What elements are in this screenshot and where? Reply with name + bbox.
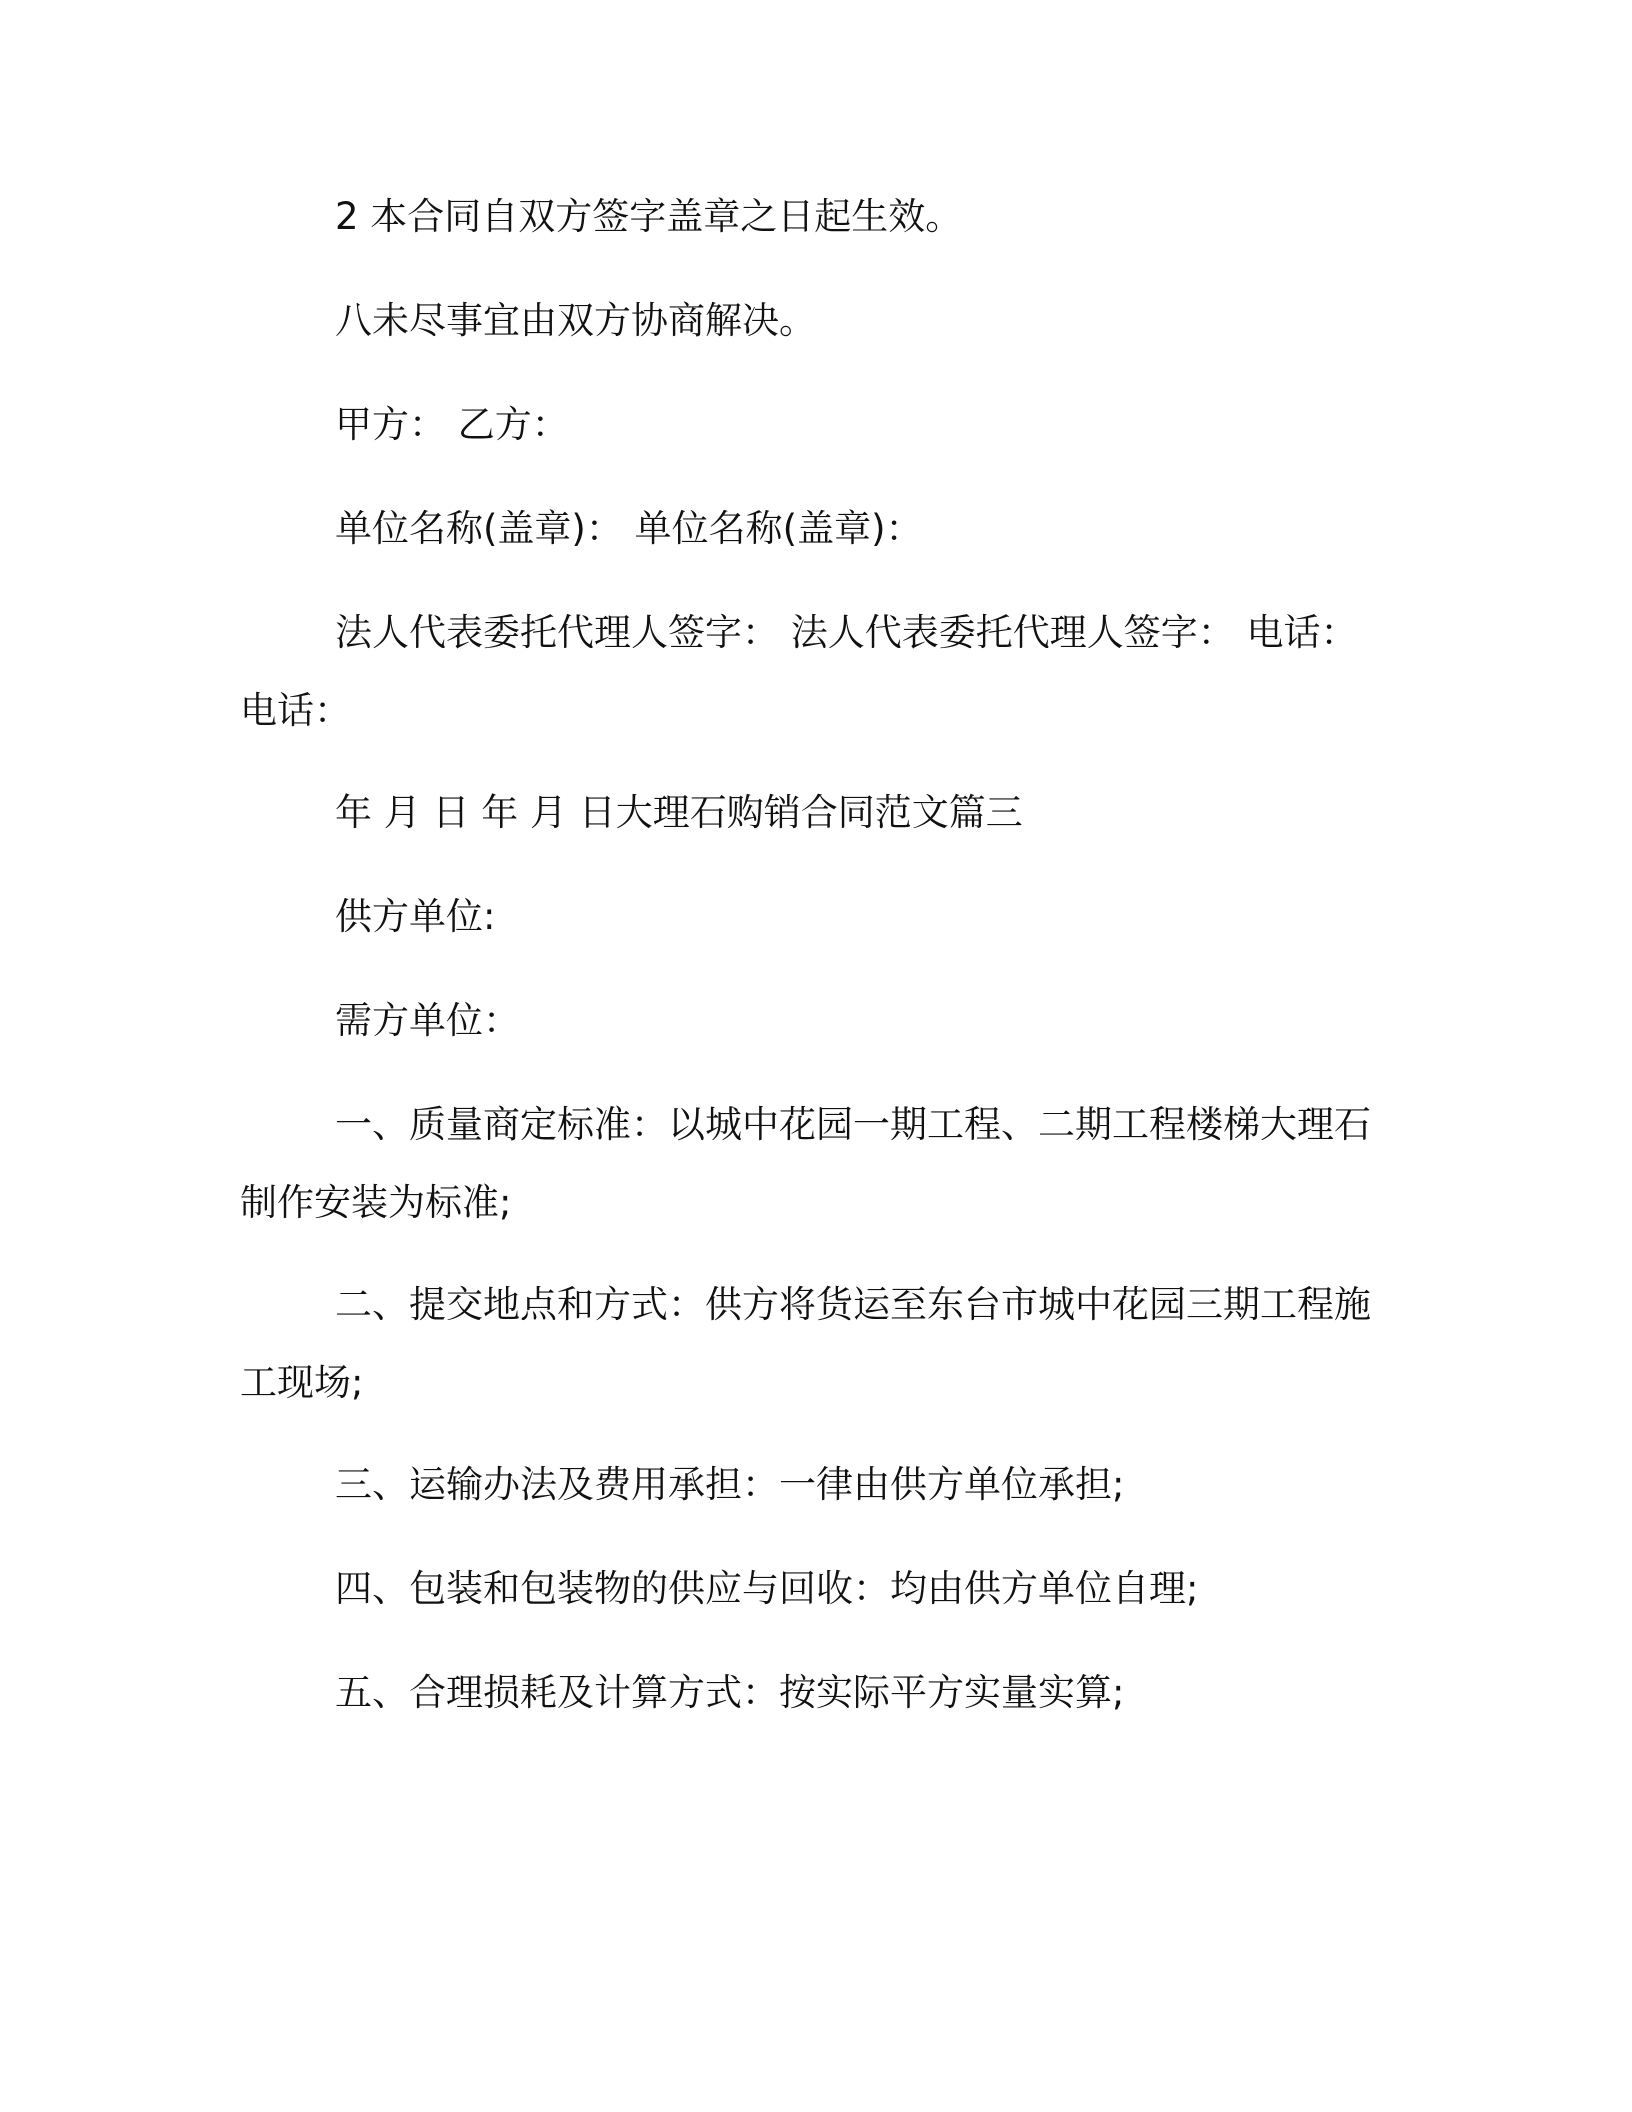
paragraph-buyer: 需方单位： bbox=[335, 999, 520, 1042]
paragraph-parties: 甲方： 乙方： bbox=[335, 403, 569, 446]
paragraph-effective-clause: 2 本合同自双方签字盖章之日起生效。 bbox=[335, 195, 963, 238]
paragraph-date-and-title: 年 月 日 年 月 日大理石购销合同范文篇三 bbox=[335, 791, 1023, 834]
paragraph-clause-3: 三、运输办法及费用承担：一律由供方单位承担; bbox=[335, 1463, 1125, 1506]
paragraph-clause-5: 五、合理损耗及计算方式：按实际平方实量实算; bbox=[335, 1671, 1125, 1714]
paragraph-unresolved-matters: 八未尽事宜由双方协商解决。 bbox=[335, 299, 816, 342]
paragraph-clause-4: 四、包装和包装物的供应与回收：均由供方单位自理; bbox=[335, 1567, 1199, 1610]
paragraph-clause-1: 一、质量商定标准：以城中花园一期工程、二期工程楼梯大理石制作安装为标准; bbox=[240, 1103, 1371, 1224]
paragraph-supplier: 供方单位: bbox=[335, 895, 496, 938]
paragraph-signatures-phone: 法人代表委托代理人签字： 法人代表委托代理人签字： 电话： 电话： bbox=[240, 611, 1358, 732]
paragraph-unit-names: 单位名称(盖章)： 单位名称(盖章)： bbox=[335, 507, 923, 550]
paragraph-clause-2: 二、提交地点和方式：供方将货运至东台市城中花园三期工程施工现场; bbox=[240, 1283, 1371, 1404]
